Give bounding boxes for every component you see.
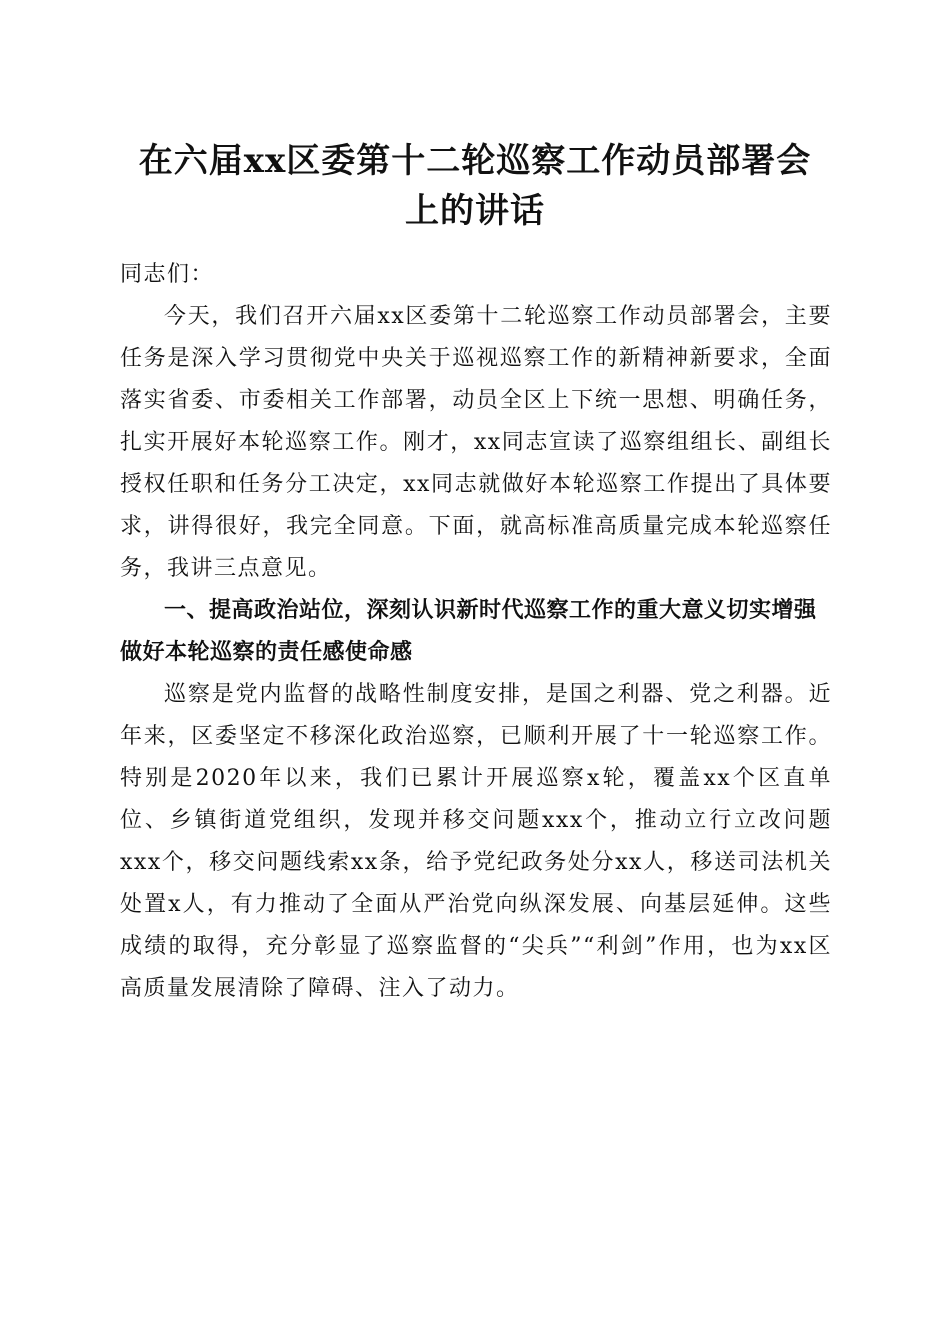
section-heading: 一、提高政治站位，深刻认识新时代巡察工作的重大意义切实增强做好本轮巡察的责任感使命感 xyxy=(120,598,817,665)
title-line-2: 上的讲话 xyxy=(405,191,545,231)
document-body xyxy=(120,254,832,1010)
document-title xyxy=(100,136,850,236)
intro-paragraph: 今天，我们召开六届xx区委第十二轮巡察工作动员部署会，主要任务是深入学习贯彻党中央关于巡视巡察工作的新精神新要求，全面落实省委、市委相关工作部署，动员全区上下统一思想、明确任务，扎实开展好本轮巡察工作。刚才，xx同志宣读了巡察组组长、副组长授权任职和任务分工决定，xx同志就做好本轮巡察工作提出了具体要求，讲得很好，我完全同意。下面，就高标准高质量完成本轮巡察任务，我讲三点意见。 xyxy=(120,304,832,581)
section-paragraph: 巡察是党内监督的战略性制度安排，是国之利器、党之利器。近年来，区委坚定不移深化政治巡察，已顺利开展了十一轮巡察工作。特别是2020年以来，我们已累计开展巡察x轮，覆盖xx个区直单位、乡镇街道党组织，发现并移交问题xxx个，推动立行立改问题xxx个，移交问题线索xx条，给予党纪政务处分xx人，移送司法机关处置x人，有力推动了全面从严治党向纵深发展、向基层延伸。这些成绩的取得，充分彰显了巡察监督的“尖兵”“利剑”作用，也为xx区高质量发展清除了障碍、注入了动力。 xyxy=(120,682,832,1001)
title-line-1: 在六届xx区委第十二轮巡察工作动员部署会 xyxy=(138,141,812,181)
salutation: 同志们： xyxy=(120,262,215,287)
